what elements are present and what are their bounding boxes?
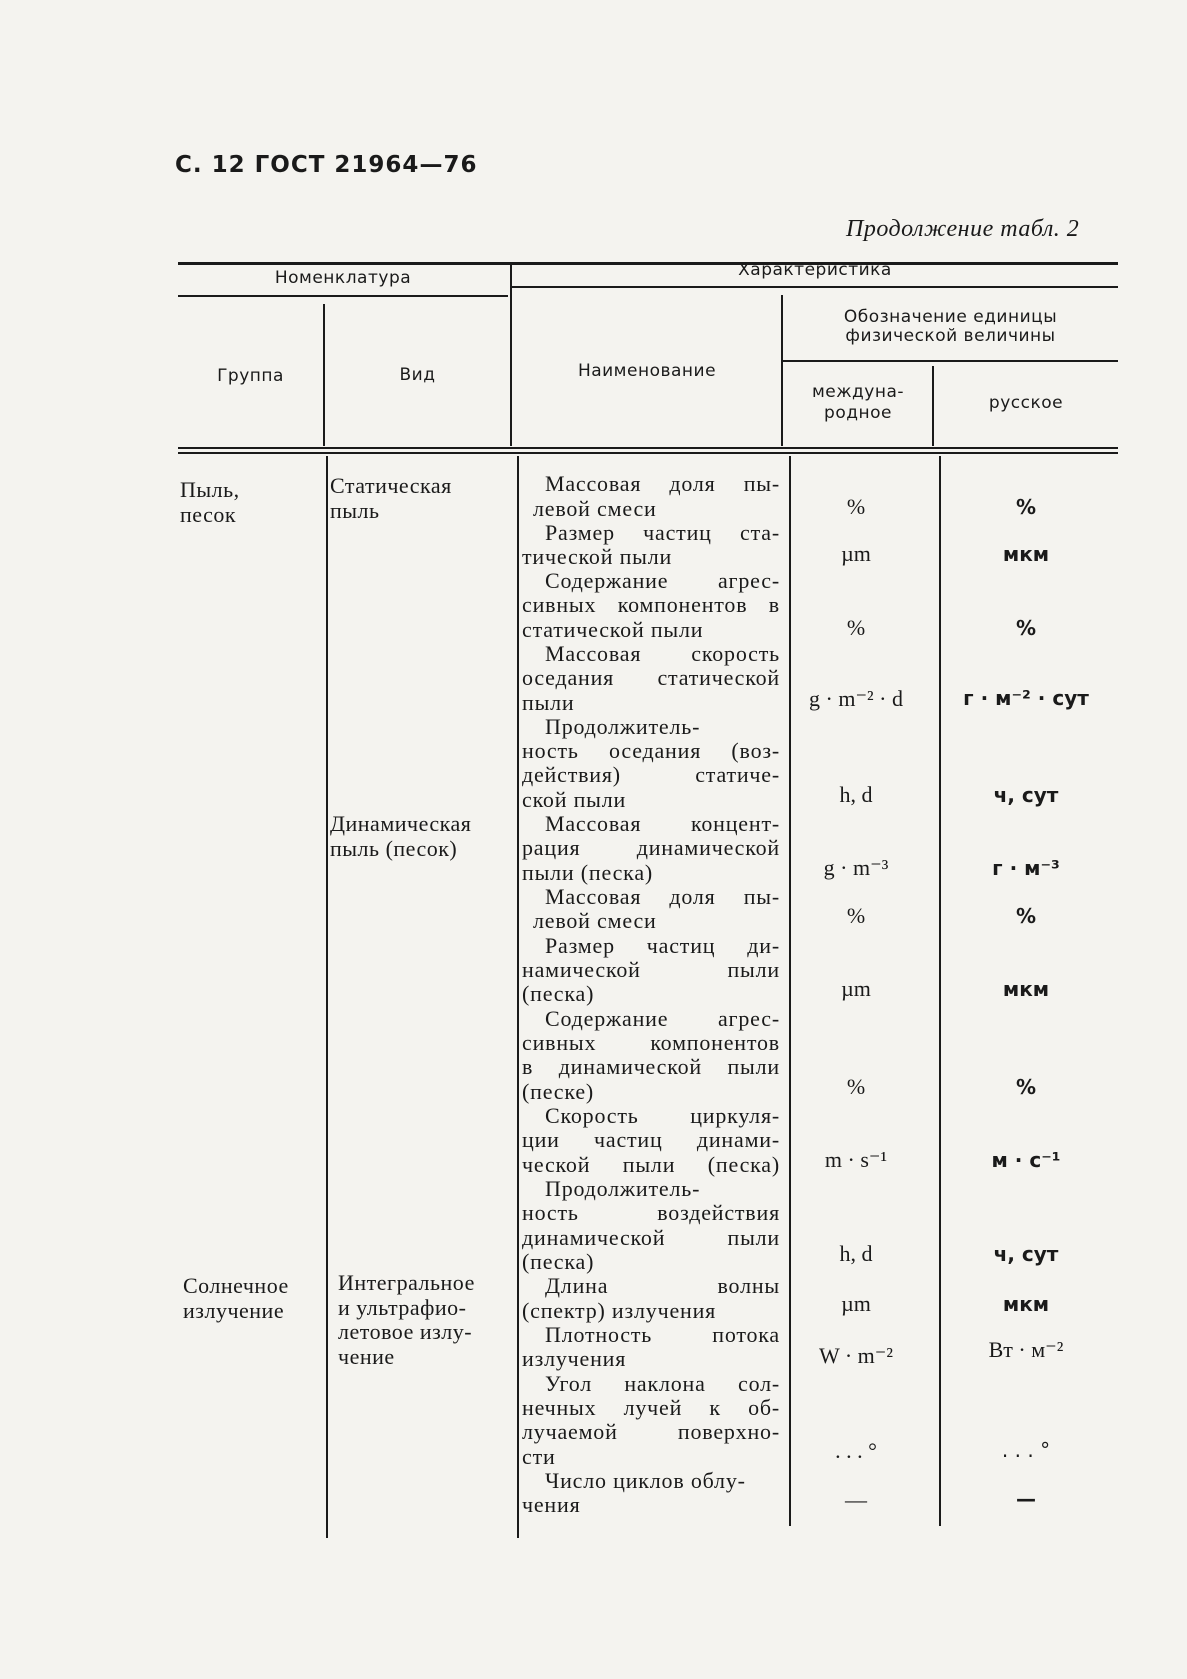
name-line: нечных лучей к об- [522, 1395, 780, 1420]
ru-unit: % [1015, 1075, 1037, 1099]
kind-line: Динамическая [330, 811, 472, 836]
name-line: левой смеси [533, 496, 657, 521]
ru-unit: мкм [1002, 542, 1050, 566]
name-line: (песке) [522, 1079, 595, 1104]
header-kind: Вид [399, 365, 436, 385]
intl-unit: h, d [839, 1241, 873, 1266]
intl-unit: % [846, 903, 866, 928]
kind-line: летовое излу- [338, 1319, 473, 1344]
ru-unit: % [1015, 904, 1037, 928]
name-line: Длина волны [545, 1273, 780, 1298]
name-line: динамической пыли [522, 1225, 780, 1250]
page-header: С. 12 ГОСТ 21964—76 [175, 152, 478, 178]
group-line: песок [180, 501, 237, 527]
ru-unit: мкм [1002, 1292, 1050, 1316]
header-international-line: междуна- [811, 382, 905, 402]
name-line: (песка) [522, 1249, 595, 1274]
intl-unit: W · m⁻² [818, 1343, 893, 1368]
name-line: левой смеси [533, 908, 657, 933]
header-bottom-rule-2 [178, 452, 1118, 454]
ru-unit: мкм [1002, 977, 1050, 1001]
kind-cell [330, 812, 471, 861]
unit-designation-underline [783, 360, 1118, 362]
name-line: Угол наклона сол- [545, 1371, 780, 1396]
name-line: ность оседания (воз- [522, 738, 780, 763]
group-line: Пыль, [180, 477, 240, 502]
name-line: сивных компонентов в [522, 592, 780, 617]
name-line: ции частиц динами- [522, 1127, 780, 1152]
nomenclature-underline [178, 295, 508, 297]
group-line: Солнечное [183, 1273, 289, 1298]
name-line: Массовая концент- [545, 811, 780, 836]
header-characteristic: Характеристика [738, 260, 892, 280]
intl-unit: % [846, 615, 866, 640]
characteristic-underline [512, 286, 1118, 288]
header-international-line: родное [824, 403, 892, 423]
name-line: Размер частиц ста- [545, 520, 780, 545]
header-unit-designation [783, 308, 1118, 346]
name-line: Массовая скорость [545, 641, 780, 666]
name-line: пыли [522, 690, 575, 715]
name-line: статической пыли [522, 617, 704, 642]
kind-line: и ультрафио- [338, 1294, 467, 1320]
name-line: сти [522, 1444, 556, 1469]
ru-unit: Вт · м⁻² [988, 1337, 1064, 1362]
group-cell [183, 1274, 289, 1323]
kind-cell [330, 474, 452, 523]
ru-unit: м · с⁻¹ [991, 1148, 1061, 1172]
intl-unit: µm [841, 1291, 871, 1316]
name-line: в динамической пыли [522, 1054, 780, 1079]
intl-unit: g · m⁻³ [823, 855, 889, 880]
name-line: намической пыли [522, 957, 780, 982]
ru-unit: . . . ° [1001, 1438, 1051, 1462]
name-line: рация динамической [522, 835, 780, 860]
ru-unit: — [1016, 1487, 1036, 1511]
name-line: тической пыли [522, 544, 673, 569]
header-group: Группа [217, 366, 284, 386]
name-line: (спектр) излучения [522, 1298, 717, 1323]
ru-unit: г · м⁻² · сут [963, 686, 1089, 710]
header-russian: русское [988, 393, 1064, 413]
kind-line: Статическая [330, 473, 452, 498]
intl-unit: % [846, 494, 866, 519]
vrule-nomenclature-characteristic [510, 262, 512, 446]
name-line: Размер частиц ди- [545, 933, 780, 958]
ru-unit: ч, сут [993, 783, 1059, 807]
name-line: (песка) [522, 981, 595, 1006]
name-line: Массовая доля пы- [545, 471, 780, 496]
header-unit-designation-line: Обозначение единицы [843, 307, 1058, 327]
group-cell [180, 478, 240, 527]
vrule-group-kind-body [326, 456, 328, 1538]
ru-unit: ч, сут [993, 1242, 1059, 1266]
header-unit-designation-line: физической величины [845, 326, 1056, 346]
name-line: пыли (песка) [522, 860, 654, 885]
ru-unit: % [1015, 495, 1037, 519]
name-line: Скорость циркуля- [545, 1103, 780, 1128]
intl-unit: µm [841, 541, 871, 566]
kind-line: Интегральное [338, 1270, 475, 1295]
intl-unit: m · s⁻¹ [824, 1147, 888, 1172]
name-line: оседания статической [522, 665, 780, 690]
name-line: лучаемой поверхно- [522, 1419, 780, 1444]
name-line: сивных компонентов [522, 1030, 780, 1055]
kind-line: чение [338, 1343, 395, 1369]
name-line: Продолжитель- [545, 1176, 701, 1201]
ru-unit: % [1015, 616, 1037, 640]
name-line: Плотность потока [545, 1322, 780, 1347]
vrule-intl-ru-body [939, 456, 941, 1526]
intl-unit: µm [841, 976, 871, 1001]
header-bottom-rule-1 [178, 447, 1118, 449]
kind-line: пыль [330, 497, 380, 523]
name-line: ской пыли [522, 787, 627, 812]
name-line: Число циклов облу- [545, 1468, 746, 1493]
table-continuation-label: Продолжение табл. 2 [846, 216, 1080, 242]
name-line: Содержание агрес- [545, 1006, 780, 1031]
intl-unit: g · m⁻² · d [809, 686, 903, 711]
name-line: действия) статиче- [522, 762, 780, 787]
intl-unit: h, d [839, 782, 873, 807]
name-line: Содержание агрес- [545, 568, 780, 593]
name-line: ность воздействия [522, 1200, 780, 1225]
ru-unit: г · м⁻³ [992, 856, 1060, 880]
name-line: Продолжитель- [545, 714, 701, 739]
header-nomenclature: Номенклатура [274, 268, 412, 288]
vrule-nomenclature-characteristic-body [517, 456, 519, 1538]
intl-unit: % [846, 1074, 866, 1099]
header-international [783, 382, 933, 424]
intl-unit: — [845, 1487, 867, 1512]
intl-unit: . . . ° [835, 1438, 877, 1463]
kind-line: пыль (песок) [330, 835, 458, 861]
header-name: Наименование [577, 361, 717, 381]
kind-cell [338, 1271, 475, 1369]
name-line: чения [522, 1492, 581, 1517]
name-line: излучения [522, 1346, 627, 1371]
name-line: Массовая доля пы- [545, 884, 780, 909]
name-line: ческой пыли (песка) [522, 1152, 780, 1177]
group-line: излучение [183, 1297, 285, 1323]
